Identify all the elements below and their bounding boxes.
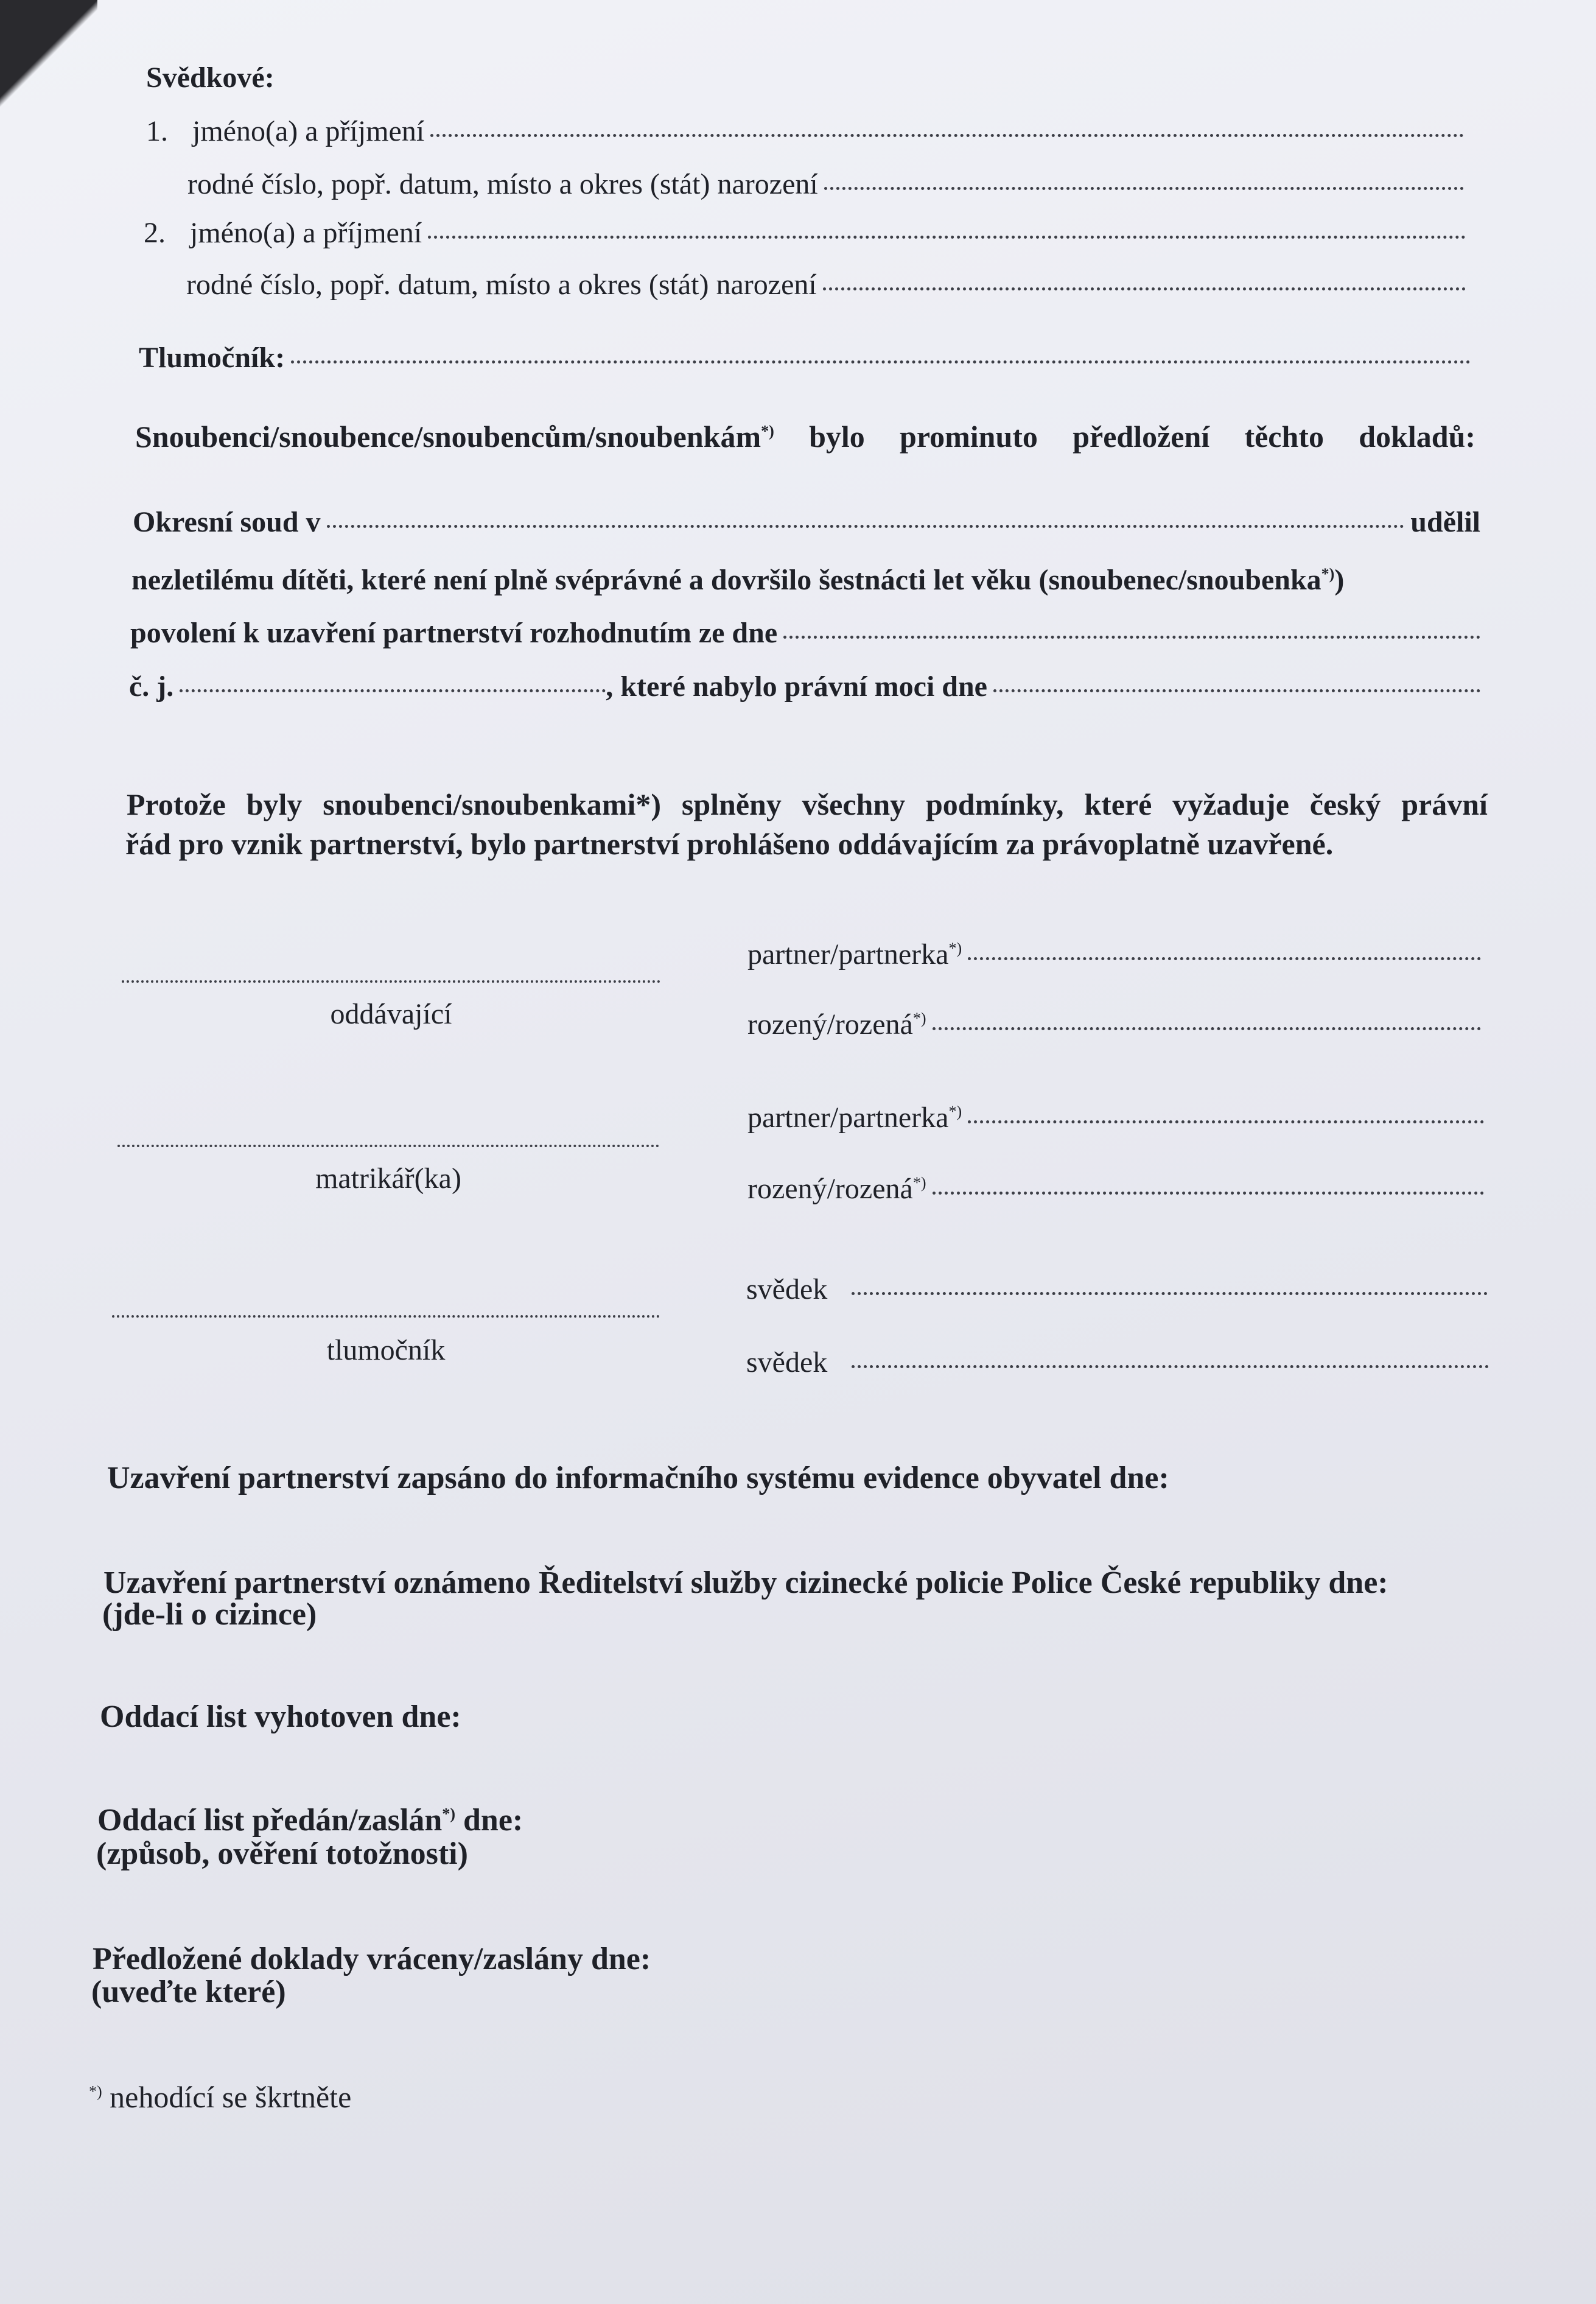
waiver-word: těchto	[1244, 420, 1324, 454]
court-label: Okresní soud v	[133, 506, 321, 538]
interpreter-field[interactable]	[291, 360, 1471, 364]
registrar-label: matrikář(ka)	[315, 1162, 461, 1195]
declaration-word: vyžaduje	[1172, 787, 1289, 821]
partner-2-row	[747, 1101, 1484, 1134]
waiver-word: Snoubenci/snoubence/snoubencům/snoubenkám*)	[135, 420, 774, 454]
witness-1-name-label: jméno(a) a příjmení	[192, 115, 425, 147]
certificate-handed-note: (způsob, ověření totožnosti)	[96, 1836, 468, 1871]
police-record-note: (jde-li o cizince)	[102, 1597, 317, 1632]
witness-2-birth-row	[186, 268, 1466, 301]
witness-sign-1-label: svědek	[746, 1273, 828, 1305]
witness-2-birth-label: rodné číslo, popř. datum, místo a okres (stát) narození	[186, 269, 817, 301]
interpreter-signature-line[interactable]	[112, 1315, 660, 1318]
witnesses-heading: Svědkové:	[146, 61, 275, 94]
court-line-1	[133, 505, 1480, 539]
registrar-signature-line[interactable]	[117, 1145, 659, 1147]
waiver-word: prominuto	[900, 420, 1038, 454]
court-line-3	[130, 616, 1480, 650]
witness-2-birth-field[interactable]	[823, 287, 1466, 290]
decision-date-label: povolení k uzavření partnerství rozhodnutím ze dne	[130, 617, 778, 649]
page-corner-shadow	[0, 0, 97, 158]
registry-record: Uzavření partnerství zapsáno do informačního systému evidence obyvatel dne:	[107, 1461, 1169, 1495]
reference-number-field[interactable]	[180, 689, 606, 692]
declaration-word: snoubenci/snoubenkami*)	[323, 787, 662, 821]
footnote: *) nehodící se škrtněte	[89, 2080, 352, 2114]
court-granted-label: udělil	[1410, 506, 1480, 538]
witness-2-name-field[interactable]	[428, 236, 1466, 239]
witness-sign-2-label: svědek	[746, 1346, 828, 1379]
police-record: Uzavření partnerství oznámeno Ředitelství služby cizinecké policie Police České republiky dne:	[103, 1565, 1388, 1600]
declaration-word: všechny	[802, 787, 906, 821]
declaration-word: právní	[1401, 787, 1488, 821]
partner-1-label: partner/partnerka*)	[747, 938, 962, 971]
partner-1-born-label: rozený/rozená*)	[747, 1008, 926, 1041]
declaration-word: byly	[246, 787, 303, 821]
waiver-word: předložení	[1073, 420, 1210, 454]
officiant-label: oddávající	[330, 998, 452, 1030]
witness-1-birth-field[interactable]	[824, 187, 1464, 190]
partner-1-row	[747, 938, 1481, 971]
declaration-line-1	[127, 787, 1488, 822]
witness-sign-1-field[interactable]	[852, 1292, 1488, 1295]
effective-date-label: , které nabylo právní moci dne	[606, 670, 987, 703]
certificate-handed: Oddací list předán/zaslán*) dne:	[97, 1803, 523, 1838]
witness-sign-2-row	[746, 1346, 1489, 1379]
waiver-word: bylo	[809, 420, 865, 454]
witness-1-birth-row	[187, 167, 1464, 201]
declaration-word: podmínky,	[925, 787, 1064, 821]
waiver-statement	[135, 419, 1475, 454]
certificate-issued: Oddací list vyhotoven dne:	[100, 1699, 461, 1734]
partner-2-born-row	[747, 1172, 1484, 1206]
documents-returned: Předložené doklady vráceny/zaslány dne:	[93, 1942, 651, 1976]
witness-1-birth-label: rodné číslo, popř. datum, místo a okres (stát) narození	[187, 168, 818, 200]
waiver-word: dokladů:	[1359, 420, 1475, 454]
witness-1-name-row	[146, 114, 1464, 148]
witness-2-name-row	[144, 216, 1466, 250]
court-line-2: nezletilému dítěti, které není plně svéprávné a dovršilo šestnácti let věku (snoubenec/snoubenka*))	[131, 564, 1345, 596]
decision-date-field[interactable]	[783, 636, 1480, 639]
effective-date-field[interactable]	[993, 689, 1480, 692]
court-location-field[interactable]	[327, 525, 1405, 528]
partner-1-born-row	[747, 1008, 1481, 1041]
declaration-word: které	[1084, 787, 1152, 821]
declaration-word: Protože	[127, 787, 226, 821]
interpreter-label: Tlumočník:	[139, 342, 285, 374]
declaration-line-2: řád pro vznik partnerství, bylo partnerství prohlášeno oddávajícím za právoplatně uzavřené.	[125, 827, 1334, 861]
partner-2-signature-field[interactable]	[968, 1120, 1484, 1123]
officiant-signature-line[interactable]	[122, 980, 660, 983]
interpreter-row	[139, 341, 1471, 374]
partner-2-born-field[interactable]	[933, 1192, 1485, 1195]
partner-2-label: partner/partnerka*)	[747, 1101, 962, 1134]
reference-number-label: č. j.	[129, 670, 174, 703]
declaration-word: splněny	[681, 787, 782, 821]
partner-2-born-label: rozený/rozená*)	[747, 1173, 926, 1205]
court-line-4	[129, 670, 1480, 703]
witness-1-number: 1.	[146, 115, 168, 147]
witness-2-number: 2.	[144, 217, 166, 249]
witness-1-name-field[interactable]	[430, 134, 1464, 137]
partner-1-signature-field[interactable]	[968, 957, 1481, 960]
witness-sign-1-row	[746, 1273, 1488, 1306]
documents-returned-note: (uveďte které)	[91, 1975, 286, 2009]
declaration-word: český	[1309, 787, 1381, 821]
witness-sign-2-field[interactable]	[852, 1365, 1489, 1368]
interpreter-sign-label: tlumočník	[326, 1334, 446, 1366]
partner-1-born-field[interactable]	[933, 1027, 1482, 1030]
witness-2-name-label: jméno(a) a příjmení	[190, 217, 422, 249]
